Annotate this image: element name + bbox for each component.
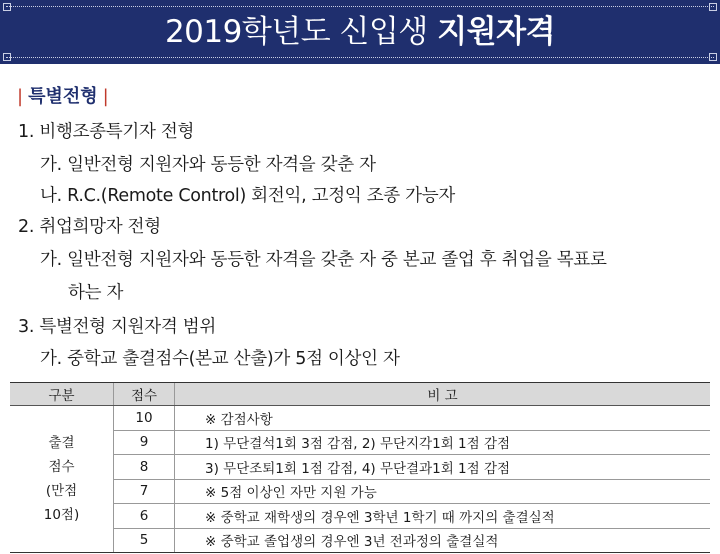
section-bar-right: | — [102, 86, 109, 107]
item-2-sub-a: 가. 일반전형 지원자와 동등한 자격을 갖춘 자 중 본교 졸업 후 취업을 목표로 — [40, 250, 607, 270]
category-line: 출결 — [48, 435, 75, 451]
item-3-sub-a: 가. 중학교 출결점수(본교 산출)가 5점 이상인 자 — [40, 349, 400, 369]
category-cell — [10, 406, 114, 553]
table-row — [10, 455, 710, 480]
category-line: (만점 — [45, 483, 78, 499]
section-bar-left: | — [17, 86, 24, 107]
section-label: 특별전형 — [28, 86, 98, 107]
item-3-heading: 3. 특별전형 지원자격 범위 — [18, 317, 216, 337]
table-row — [10, 430, 710, 455]
table-header-row — [10, 383, 710, 406]
title-regular: 2019학년도 신입생 — [164, 14, 438, 50]
title-bold: 지원자격 — [437, 14, 556, 50]
title-banner — [0, 0, 720, 64]
item-1-sub-a: 가. 일반전형 지원자와 동등한 자격을 갖춘 자 — [40, 155, 376, 175]
table-row — [10, 406, 710, 431]
remark-cell: ※ 중학교 졸업생의 경우엔 3년 전과정의 출결실적 — [175, 528, 711, 553]
score-cell: 5 — [114, 528, 175, 553]
table-row — [10, 479, 710, 504]
score-cell: 10 — [114, 406, 175, 431]
remark-cell: 1) 무단결석1회 3점 감점, 2) 무단지각1회 1점 감점 — [175, 430, 711, 455]
header-category: 구분 — [10, 383, 114, 406]
score-cell: 6 — [114, 504, 175, 529]
attendance-score-table — [10, 382, 710, 553]
table-row — [10, 504, 710, 529]
item-1-sub-b: 나. R.C.(Remote Control) 회전익, 고정익 조종 가능자 — [40, 186, 455, 206]
score-cell: 8 — [114, 455, 175, 480]
page-title — [0, 0, 720, 64]
score-cell: 7 — [114, 479, 175, 504]
item-2-sub-a-cont: 하는 자 — [68, 283, 124, 303]
section-heading — [12, 82, 114, 108]
item-2-heading: 2. 취업희망자 전형 — [18, 217, 161, 237]
table-row — [10, 528, 710, 553]
score-cell: 9 — [114, 430, 175, 455]
remark-cell: ※ 5점 이상인 자만 지원 가능 — [175, 479, 711, 504]
category-line: 10점) — [43, 507, 80, 523]
header-score: 점수 — [114, 383, 175, 406]
item-1-heading: 1. 비행조종특기자 전형 — [18, 122, 195, 142]
header-remarks: 비 고 — [175, 383, 711, 406]
category-line: 점수 — [48, 459, 75, 475]
remark-cell: ※ 중학교 재학생의 경우엔 3학년 1학기 때 까지의 출결실적 — [175, 504, 711, 529]
remark-cell: ※ 감점사항 — [175, 406, 711, 431]
remark-cell: 3) 무단조퇴1회 1점 감점, 4) 무단결과1회 1점 감점 — [175, 455, 711, 480]
